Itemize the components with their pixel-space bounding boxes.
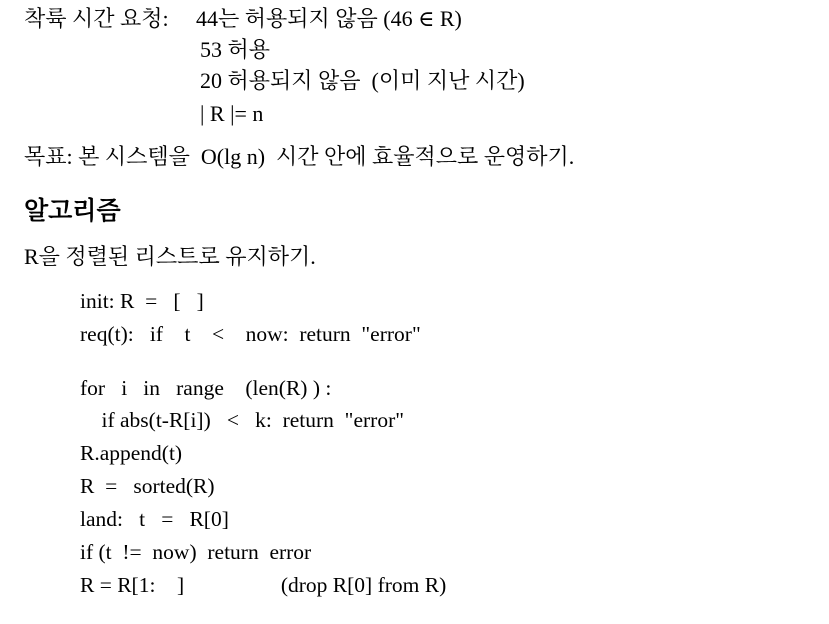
code-line-init: init: R = [ ] [80, 289, 204, 313]
request-line-1: 44는 허용되지 않음 (46 ∈ R) [196, 6, 462, 31]
goal-line: 목표: 본 시스템을 O(lg n) 시간 안에 효율적으로 운영하기. [24, 144, 575, 169]
request-label: 착륙 시간 요청: [24, 6, 169, 31]
request-line-4: | R |= n [200, 101, 264, 126]
code-line-land: land: t = R[0] [80, 507, 229, 531]
algorithm-heading: 알고리즘 [24, 196, 121, 225]
code-line-if-abs: if abs(t-R[i]) < k: return "error" [80, 408, 405, 432]
code-line-append: R.append(t) [80, 441, 183, 465]
code-line-drop: R = R[1: ] (drop R[0] from R) [80, 573, 447, 597]
request-line-2: 53 허용 [200, 37, 271, 62]
code-line-if-now: if (t != now) return error [80, 540, 312, 564]
code-line-for: for i in range (len(R) ) : [80, 376, 332, 400]
algorithm-intro: R을 정렬된 리스트로 유지하기. [24, 244, 316, 269]
code-line-req: req(t): if t < now: return "error" [80, 322, 421, 346]
code-line-sorted: R = sorted(R) [80, 474, 215, 498]
request-line-3: 20 허용되지 않음 (이미 지난 시간) [200, 68, 525, 93]
